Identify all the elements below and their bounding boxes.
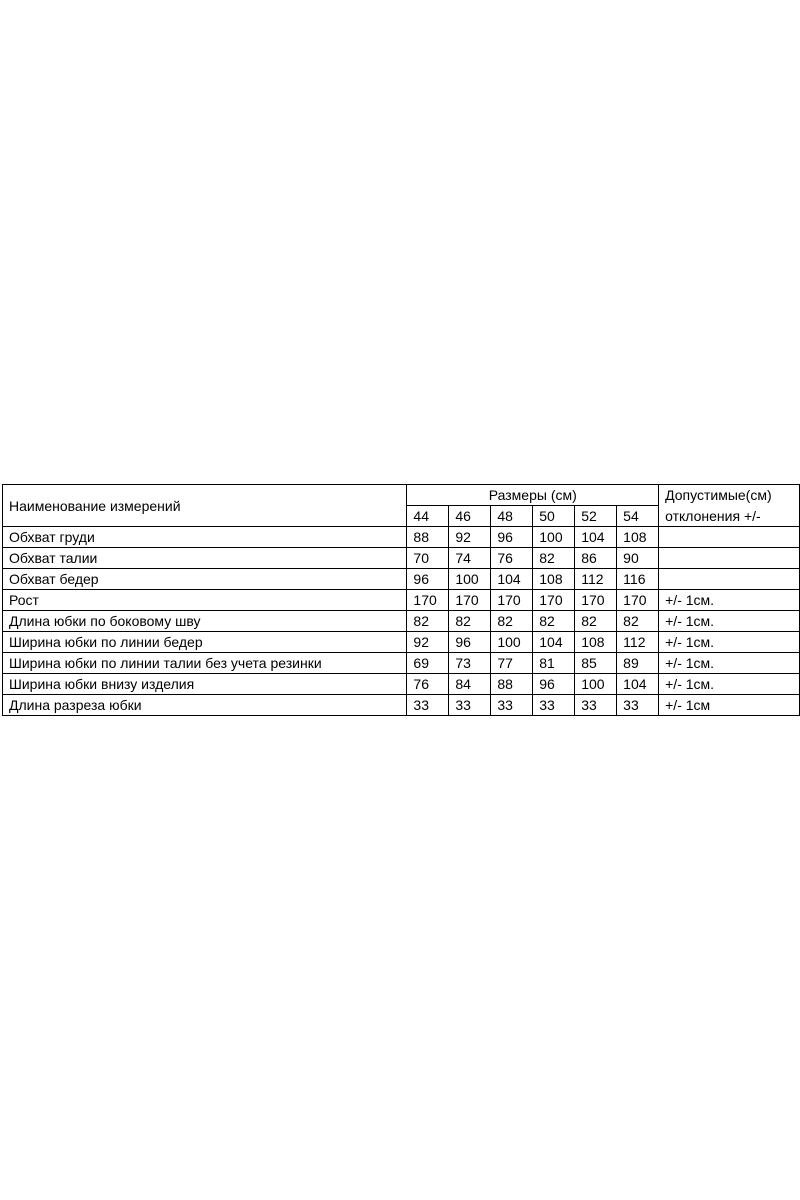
measurement-value: 100 — [533, 527, 575, 548]
table-row — [3, 674, 800, 695]
table-row — [3, 548, 800, 569]
measurement-name: Ширина юбки внизу изделия — [3, 674, 407, 695]
measurement-value: 100 — [491, 632, 533, 653]
measurement-value: 70 — [407, 548, 449, 569]
tolerance-value: +/- 1см — [659, 695, 800, 716]
measurement-value: 170 — [617, 590, 659, 611]
table-row — [3, 569, 800, 590]
measurement-value: 96 — [407, 569, 449, 590]
measurement-value: 104 — [617, 674, 659, 695]
measurement-value: 170 — [533, 590, 575, 611]
measurement-value: 100 — [449, 569, 491, 590]
size-label: 44 — [407, 506, 449, 527]
tolerance-value: +/- 1см. — [659, 590, 800, 611]
tolerance-value — [659, 548, 800, 569]
measurement-value: 82 — [617, 611, 659, 632]
measurement-value: 33 — [449, 695, 491, 716]
measurement-value: 33 — [617, 695, 659, 716]
measurement-value: 82 — [449, 611, 491, 632]
measurement-value: 81 — [533, 653, 575, 674]
size-label: 48 — [491, 506, 533, 527]
table-row — [3, 695, 800, 716]
tolerance-value: +/- 1см. — [659, 611, 800, 632]
measurement-name: Обхват груди — [3, 527, 407, 548]
measurement-value: 170 — [575, 590, 617, 611]
measurement-value: 92 — [449, 527, 491, 548]
measurement-value: 112 — [575, 569, 617, 590]
measurement-value: 90 — [617, 548, 659, 569]
measurement-value: 33 — [533, 695, 575, 716]
table-row — [3, 527, 800, 548]
tolerance-header — [659, 485, 800, 527]
tolerance-value: +/- 1см. — [659, 632, 800, 653]
size-label: 52 — [575, 506, 617, 527]
measurement-value: 82 — [407, 611, 449, 632]
measurement-value: 88 — [491, 674, 533, 695]
measurement-name: Рост — [3, 590, 407, 611]
measurement-value: 74 — [449, 548, 491, 569]
measurement-value: 33 — [491, 695, 533, 716]
table-row — [3, 611, 800, 632]
measurement-value: 104 — [575, 527, 617, 548]
measurement-value: 170 — [407, 590, 449, 611]
tolerance-header-line2: отклонения +/- — [665, 507, 761, 524]
measurement-value: 69 — [407, 653, 449, 674]
table-row — [3, 653, 800, 674]
tolerance-header-line1: Допустимые(см) — [665, 487, 772, 504]
measurement-name: Длина разреза юбки — [3, 695, 407, 716]
size-label: 54 — [617, 506, 659, 527]
measurement-value: 33 — [407, 695, 449, 716]
measurement-value: 92 — [407, 632, 449, 653]
measurement-value: 96 — [491, 527, 533, 548]
tolerance-value — [659, 569, 800, 590]
measurement-name: Длина юбки по боковому шву — [3, 611, 407, 632]
measurement-value: 170 — [491, 590, 533, 611]
measurement-value: 86 — [575, 548, 617, 569]
measurement-value: 96 — [449, 632, 491, 653]
size-label: 50 — [533, 506, 575, 527]
measurement-value: 170 — [449, 590, 491, 611]
measurement-name: Ширина юбки по линии талии без учета резинки — [3, 653, 407, 674]
measurement-value: 82 — [533, 548, 575, 569]
measurement-value: 76 — [491, 548, 533, 569]
measurement-value: 84 — [449, 674, 491, 695]
measurement-value: 112 — [617, 632, 659, 653]
measurement-value: 108 — [575, 632, 617, 653]
measurement-value: 100 — [575, 674, 617, 695]
measurement-value: 33 — [575, 695, 617, 716]
sizes-header: Размеры (см) — [407, 485, 659, 506]
measurement-value: 96 — [533, 674, 575, 695]
measurement-value: 108 — [533, 569, 575, 590]
size-chart — [2, 484, 800, 716]
measurement-value: 73 — [449, 653, 491, 674]
size-label: 46 — [449, 506, 491, 527]
measurement-name: Обхват бедер — [3, 569, 407, 590]
measurement-value: 88 — [407, 527, 449, 548]
tolerance-value: +/- 1см. — [659, 674, 800, 695]
size-table — [2, 484, 800, 716]
tolerance-value — [659, 527, 800, 548]
measurement-value: 85 — [575, 653, 617, 674]
measurement-value: 82 — [491, 611, 533, 632]
measurement-value: 104 — [533, 632, 575, 653]
measurement-value: 76 — [407, 674, 449, 695]
measurement-value: 82 — [533, 611, 575, 632]
measurement-value: 108 — [617, 527, 659, 548]
tolerance-value: +/- 1см. — [659, 653, 800, 674]
measurement-value: 89 — [617, 653, 659, 674]
measurement-name: Ширина юбки по линии бедер — [3, 632, 407, 653]
table-row — [3, 590, 800, 611]
measurement-value: 77 — [491, 653, 533, 674]
header-row — [3, 485, 800, 506]
table-row — [3, 632, 800, 653]
measurement-value: 116 — [617, 569, 659, 590]
measurement-name-header: Наименование измерений — [3, 485, 407, 527]
measurement-value: 82 — [575, 611, 617, 632]
measurement-value: 104 — [491, 569, 533, 590]
measurement-name: Обхват талии — [3, 548, 407, 569]
